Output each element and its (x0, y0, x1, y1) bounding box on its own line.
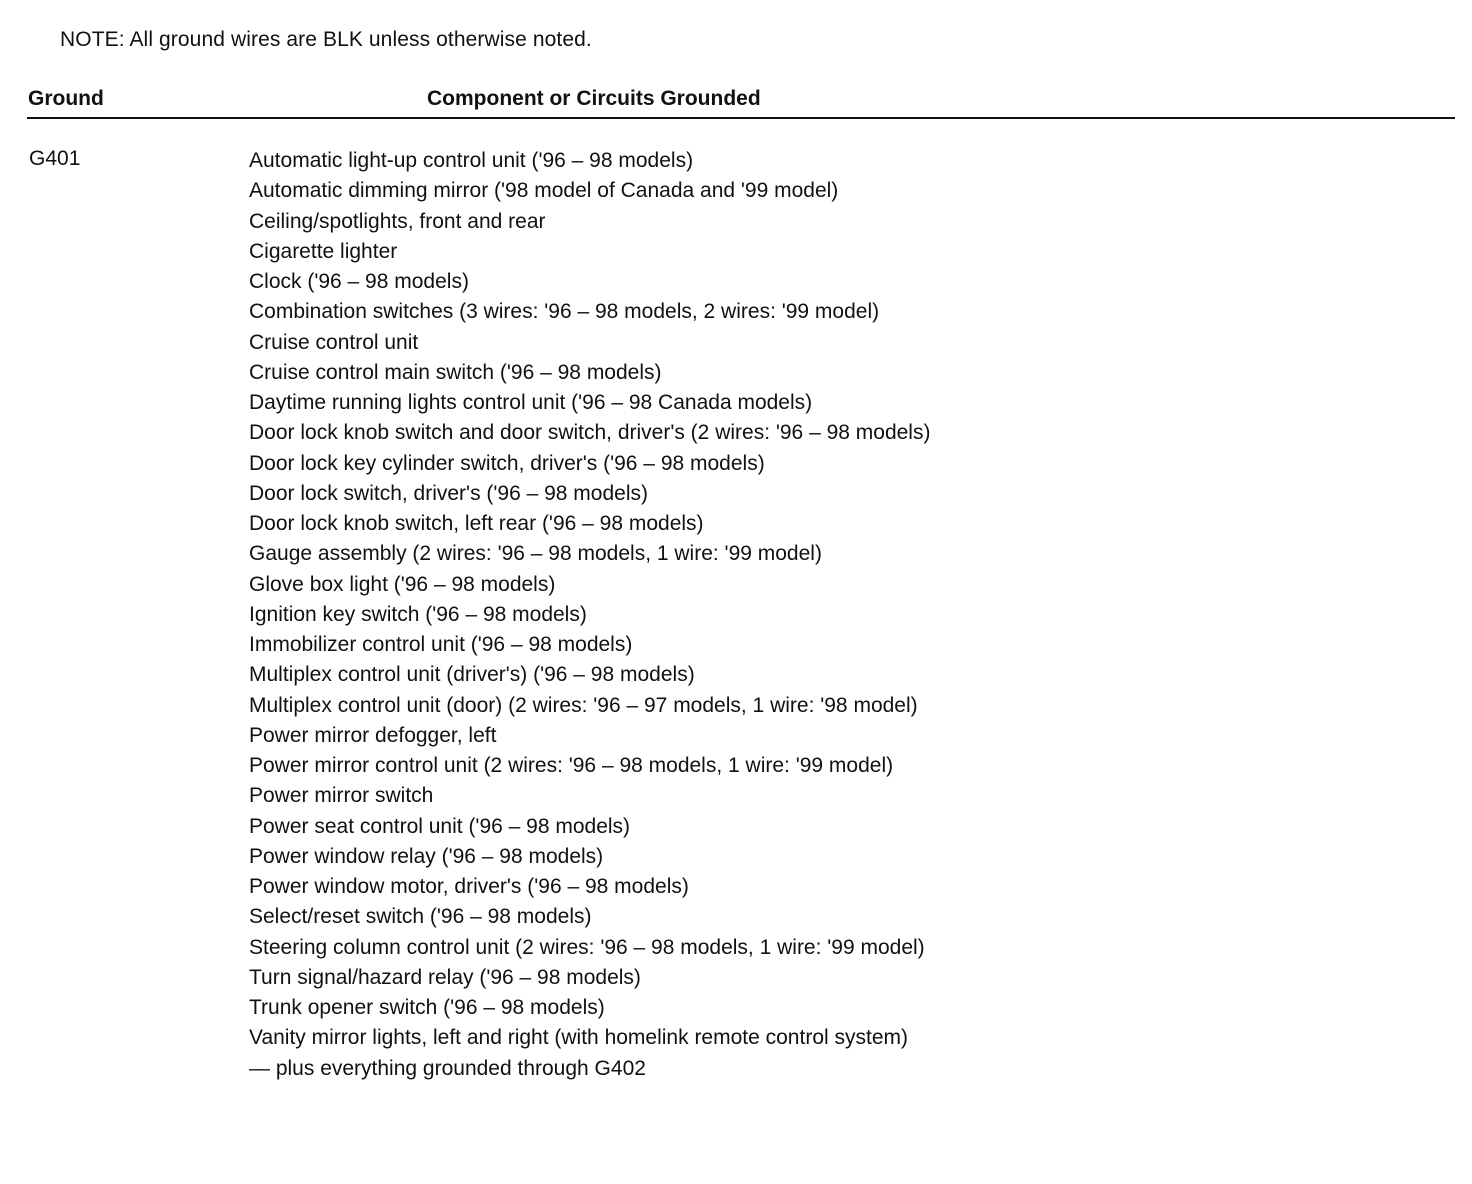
component-item: Ceiling/spotlights, front and rear (249, 209, 546, 233)
component-item: Turn signal/hazard relay ('96 – 98 models) (249, 965, 641, 989)
component-item: Automatic dimming mirror ('98 model of Canada and '99 model) (249, 179, 839, 203)
component-item: Automatic light-up control unit ('96 – 98 models) (249, 149, 694, 172)
component-item: Daytime running lights control unit ('96 – 98 Canada models) (249, 391, 813, 414)
component-item: Power mirror control unit (2 wires: '96 – 98 models, 1 wire: '99 model) (249, 754, 894, 777)
header-divider (27, 117, 1455, 119)
component-item: Door lock knob switch and door switch, driver's (2 wires: '96 – 98 models) (249, 421, 931, 445)
component-item: Power mirror switch (249, 784, 434, 808)
component-item: Steering column control unit (2 wires: '96 – 98 models, 1 wire: '99 model) (249, 935, 925, 959)
component-item: — plus everything grounded through G402 (249, 1056, 646, 1080)
column-header-component: Component or Circuits Grounded (427, 87, 761, 110)
component-list (249, 146, 930, 1084)
component-item: Cruise control unit (249, 330, 419, 354)
component-item: Clock ('96 – 98 models) (249, 270, 469, 293)
component-item: Cigarette lighter (249, 239, 398, 263)
column-header-ground: Ground (28, 87, 104, 110)
component-item: Combination switches (3 wires: '96 – 98 models, 2 wires: '99 model) (249, 300, 880, 324)
component-item: Immobilizer control unit ('96 – 98 models) (249, 633, 633, 656)
component-item: Cruise control main switch ('96 – 98 models) (249, 360, 662, 384)
component-item: Power window motor, driver's ('96 – 98 models) (249, 875, 689, 898)
component-item: Door lock knob switch, left rear ('96 – 98 models) (249, 512, 704, 535)
component-item: Select/reset switch ('96 – 98 models) (249, 905, 592, 929)
component-item: Ignition key switch ('96 – 98 models) (249, 602, 587, 626)
component-item: Gauge assembly (2 wires: '96 – 98 models, 1 wire: '99 model) (249, 542, 822, 566)
component-item: Multiplex control unit (door) (2 wires: '96 – 97 models, 1 wire: '98 model) (249, 693, 918, 717)
component-item: Door lock switch, driver's ('96 – 98 models) (249, 481, 648, 505)
component-item: Trunk opener switch ('96 – 98 models) (249, 996, 605, 1019)
component-item: Vanity mirror lights, left and right (with homelink remote control system) (249, 1026, 908, 1050)
ground-id: G401 (29, 147, 81, 170)
component-item: Power seat control unit ('96 – 98 models) (249, 814, 631, 838)
component-item: Glove box light ('96 – 98 models) (249, 572, 556, 596)
component-item: Multiplex control unit (driver's) ('96 – 98 models) (249, 663, 695, 687)
note-text: NOTE: All ground wires are BLK unless otherwise noted. (60, 28, 592, 51)
component-item: Door lock key cylinder switch, driver's ('96 – 98 models) (249, 451, 765, 475)
component-item: Power window relay ('96 – 98 models) (249, 844, 604, 868)
component-item: Power mirror defogger, left (249, 723, 497, 747)
